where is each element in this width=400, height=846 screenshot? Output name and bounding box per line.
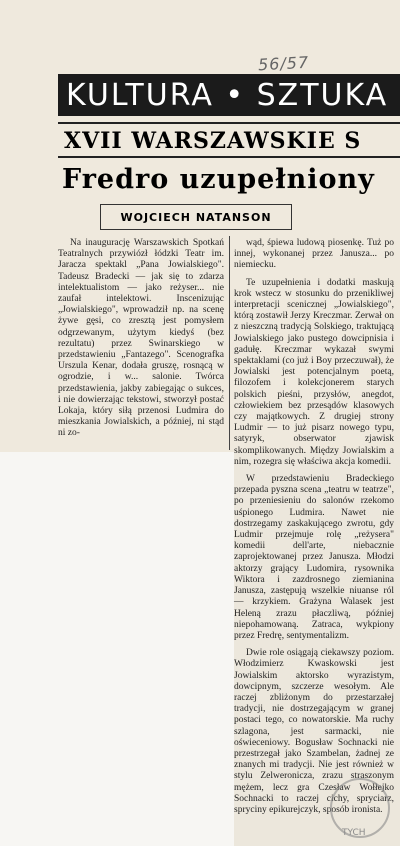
column-divider: [229, 236, 230, 450]
series-title: XVII WARSZAWSKIE S: [64, 128, 362, 154]
paragraph: Na inaugurację Warszawskich Spotkań Teatralnych przywiózł łódzki Teatr im. Jaracza spektakl „Pana Jowialskiego". Tadeusz Bradecki — jak się to zdarza intelektualistom — jako reżyser... nie zaufał intelektowi. Inscenizując „Jowialskiego", wprowadził np. na scenę żywe gęsi, co zresztą jest pomysłem odgrzewanym, użytym kiedyś (bez rezultatu) przez Swinarskiego w przedstawieniu „Fantazego". Scenografka Urszula Kenar, dodała gruszę, rosnącą w ogrodzie, i w... salonie. Twórca przedstawienia, jakby zabiegając o sukces, i nie dowierzając tekstowi, stworzył postać Lokaja, który siłą przenosi Ludmira do mieszkania Jowialskich, a później, ni stąd ni zo-: [58, 238, 224, 439]
left-column: [58, 238, 224, 440]
rule-bottom: [58, 156, 400, 158]
paragraph: Te uzupełnienia i dodatki maskują krok wstecz w stosunku do przenikliwej interpretacji scenicznej „Jowialskiego", którą zostawił Jerzy Kreczmar. Zerwał on z nieszczną tradycją Solskiego, traktującą Jowialskiego jako pustego dowcipnisia i gadułę. Kreczmar wykazał swymi spektaklami (co już i Boy przeczuwał), że Jowialski jest potencjalnym poetą, filozofem i kolekcjonerem starych polskich pieśni, przysłów, anegdot, człowiekiem bez przesądów klasowych czy majątkowych. Z drugiej strony Ludmir — to już pisarz nowego typu, satyryk, obserwator zjawisk skomplikowanych. Między Jowialskim a nim, rozegra się właściwa akcja komedii.: [234, 277, 394, 467]
section-banner-text: KULTURA • SZTUKA: [66, 78, 389, 113]
article-headline: Fredro uzupełniony: [62, 164, 375, 195]
archive-stamp-text: TYCH: [342, 828, 366, 838]
author-name: WOJCIECH NATANSON: [120, 210, 272, 224]
paragraph: wąd, śpiewa ludową piosenkę. Tuż po innej, wykonanej przez Janusza... po niemiecku.: [234, 238, 394, 271]
right-column: [234, 238, 394, 816]
paragraph: Dwie role osiągają ciekawszy poziom. Włodzimierz Kwaskowski jest Jowialskim aktorsko wyrazistym, dowcipnym, szczerze wesołym. Ale raczej zbliżonym do przestarzałej tradycji, nie dostrzegającym w granej postaci tego, co nowatorskie. Ma ruchy szlagona, jest sarmacki, nie oświeceniowy. Bogusław Sochnacki nie przestrzegał jako Szambelan, żadnej ze znanych mi tradycji. Nie jest również w stylu Zelweronicza, zrazu straszonym mężem, lecz gra Czesław Wołłejko Sochnacki to raczej cichy, spryciarz, spryciny epikurejczyk, sposób ironista.: [234, 648, 394, 815]
blank-paper: [0, 452, 234, 846]
author-box: [100, 204, 292, 230]
paragraph: W przedstawieniu Bradeckiego przepada pyszna scena „teatru w teatrze", po przeniesieniu do salonów rzekomo uśpionego Ludmira. Nawet nie dostrzegamy zaskakującego zwrotu, gdy Ludmir przejmuje rolę „reżysera" komedii dell'arte, niebacznie zaprojektowanej przez Janusza. Młodzi aktorzy grający Ludomira, rysownika Wiktora i zazdrosnego ziemianina Janusza, zastępują wszelkie niuanse ról — krzykiem. Grażyna Walasek jest Heleną zrazu płaczliwą, później niepohamowaną. Zatraca, wykpiony przez Fredrę, sentymentalizm.: [234, 474, 394, 641]
rule-top: [58, 122, 400, 124]
archive-number: 56/57: [257, 52, 310, 75]
